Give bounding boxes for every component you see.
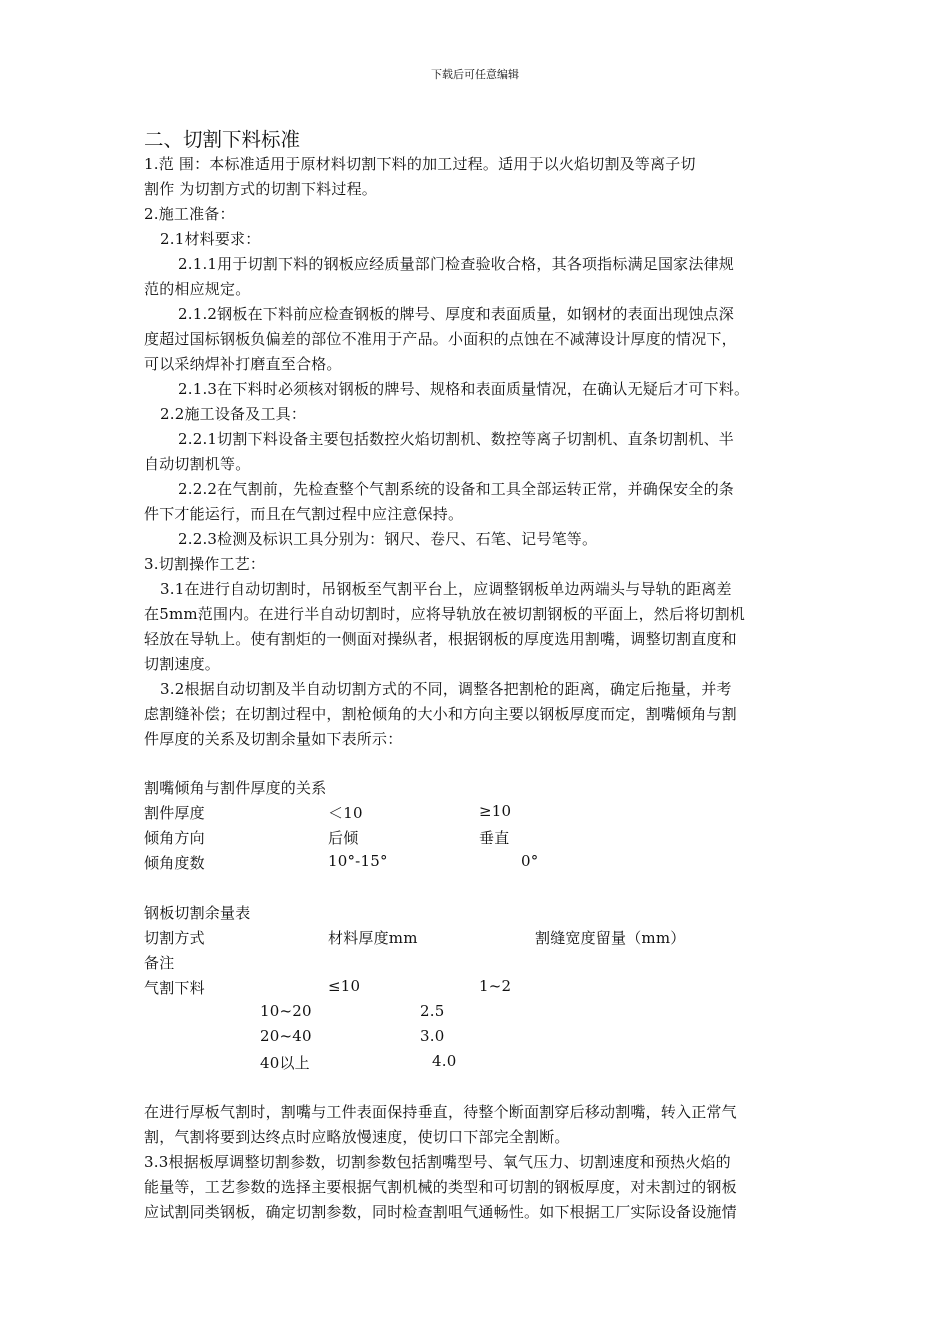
text-line: 3.1在进行自动切割时，吊钢板至气割平台上，应调整钢板单边两端头与导轨的距离差 <box>160 580 732 598</box>
text-line: 备注 <box>144 954 175 972</box>
text-line: 3.切割操作工艺： <box>144 555 266 573</box>
text-line: 0° <box>521 852 539 870</box>
text-line: 轻放在导轨上。使有割炬的一侧面对操纵者，根据钢板的厚度选用割嘴，调整切割直度和 <box>144 630 737 648</box>
text-line: 2.1材料要求： <box>160 230 261 248</box>
text-line: 2.1.3在下料时必须核对钢板的牌号、规格和表面质量情况，在确认无疑后才可下料。 <box>178 380 750 398</box>
text-line: 2.2.3检测及标识工具分别为：钢尺、卷尺、石笔、记号笔等。 <box>178 530 598 548</box>
text-line: 割件厚度 <box>144 804 205 822</box>
text-line: 割，气割将要到达终点时应略放慢速度，使切口下部完全割断。 <box>144 1128 570 1146</box>
text-line: 在5mm范围内。在进行半自动切割时，应将导轨放在被切割钢板的平面上，然后将切割机 <box>144 605 745 623</box>
text-line: 2.1.2钢板在下料前应检查钢板的牌号、厚度和表面质量，如钢材的表面出现蚀点深 <box>178 305 734 323</box>
text-line: 虑割缝补偿；在切割过程中，割枪倾角的大小和方向主要以钢板厚度而定，割嘴倾角与割 <box>144 705 737 723</box>
text-line: 10°-15° <box>328 852 388 870</box>
text-line: 40以上 <box>260 1054 310 1072</box>
text-line: ≥10 <box>479 802 512 820</box>
text-line: 切割方式 <box>144 929 205 947</box>
text-line: 3.0 <box>420 1027 445 1045</box>
text-line: 倾角方向 <box>144 829 205 847</box>
text-line: 切割速度。 <box>144 655 221 673</box>
section-title: 二、切割下料标准 <box>144 128 301 151</box>
text-line: 气割下料 <box>144 979 205 997</box>
text-line: 度超过国标钢板负偏差的部位不准用于产品。小面积的点蚀在不减薄设计厚度的情况下， <box>144 330 737 348</box>
text-line: 3.3根据板厚调整切割参数，切割参数包括割嘴型号、氧气压力、切割速度和预热火焰的 <box>144 1153 731 1171</box>
text-line: 2.2.2在气割前，先检查整个气割系统的设备和工具全部运转正常，并确保安全的条 <box>178 480 734 498</box>
text-line: 割作 为切割方式的切割下料过程。 <box>144 180 377 198</box>
text-line: 2.2施工设备及工具： <box>160 405 307 423</box>
text-line: 件厚度的关系及切割余量如下表所示： <box>144 730 403 748</box>
text-line: 1~2 <box>479 977 512 995</box>
text-line: 割缝宽度留量（mm） <box>535 929 686 947</box>
text-line: 10~20 <box>260 1002 312 1020</box>
text-line: 在进行厚板气割时，割嘴与工件表面保持垂直，待整个断面割穿后移动割嘴，转入正常气 <box>144 1103 737 1121</box>
text-line: 3.2根据自动切割及半自动切割方式的不同，调整各把割枪的距离，确定后拖量，并考 <box>160 680 732 698</box>
text-line: 20~40 <box>260 1027 312 1045</box>
text-line: 可以采纳焊补打磨直至合格。 <box>144 355 342 373</box>
text-line: 能量等，工艺参数的选择主要根据气割机械的类型和可切割的钢板厚度，对未割过的钢板 <box>144 1178 737 1196</box>
text-line: 4.0 <box>432 1052 457 1070</box>
text-line: 2.2.1切割下料设备主要包括数控火焰切割机、数控等离子切割机、直条切割机、半 <box>178 430 734 448</box>
text-line: 后倾 <box>328 829 359 847</box>
text-line: 1.范 围：本标准适用于原材料切割下料的加工过程。适用于以火焰切割及等离子切 <box>144 155 696 173</box>
page-header: 下载后可任意编辑 <box>431 68 519 81</box>
text-line: ≤10 <box>328 977 361 995</box>
text-line: 钢板切割余量表 <box>144 904 251 922</box>
text-line: 2.5 <box>420 1002 445 1020</box>
text-line: 倾角度数 <box>144 854 205 872</box>
text-line: 应试割同类钢板，确定切割参数，同时检查割咀气通畅性。如下根据工厂实际设备设施情 <box>144 1203 737 1221</box>
text-line: ＜10 <box>328 804 363 822</box>
text-line: 2.1.1用于切割下料的钢板应经质量部门检查验收合格，其各项指标满足国家法律规 <box>178 255 734 273</box>
text-line: 自动切割机等。 <box>144 455 251 473</box>
text-line: 材料厚度mm <box>328 929 418 947</box>
text-line: 2.施工准备： <box>144 205 235 223</box>
text-line: 垂直 <box>479 829 510 847</box>
text-line: 割嘴倾角与割件厚度的关系 <box>144 779 327 797</box>
text-line: 范的相应规定。 <box>144 280 251 298</box>
text-line: 件下才能运行，而且在气割过程中应注意保持。 <box>144 505 464 523</box>
